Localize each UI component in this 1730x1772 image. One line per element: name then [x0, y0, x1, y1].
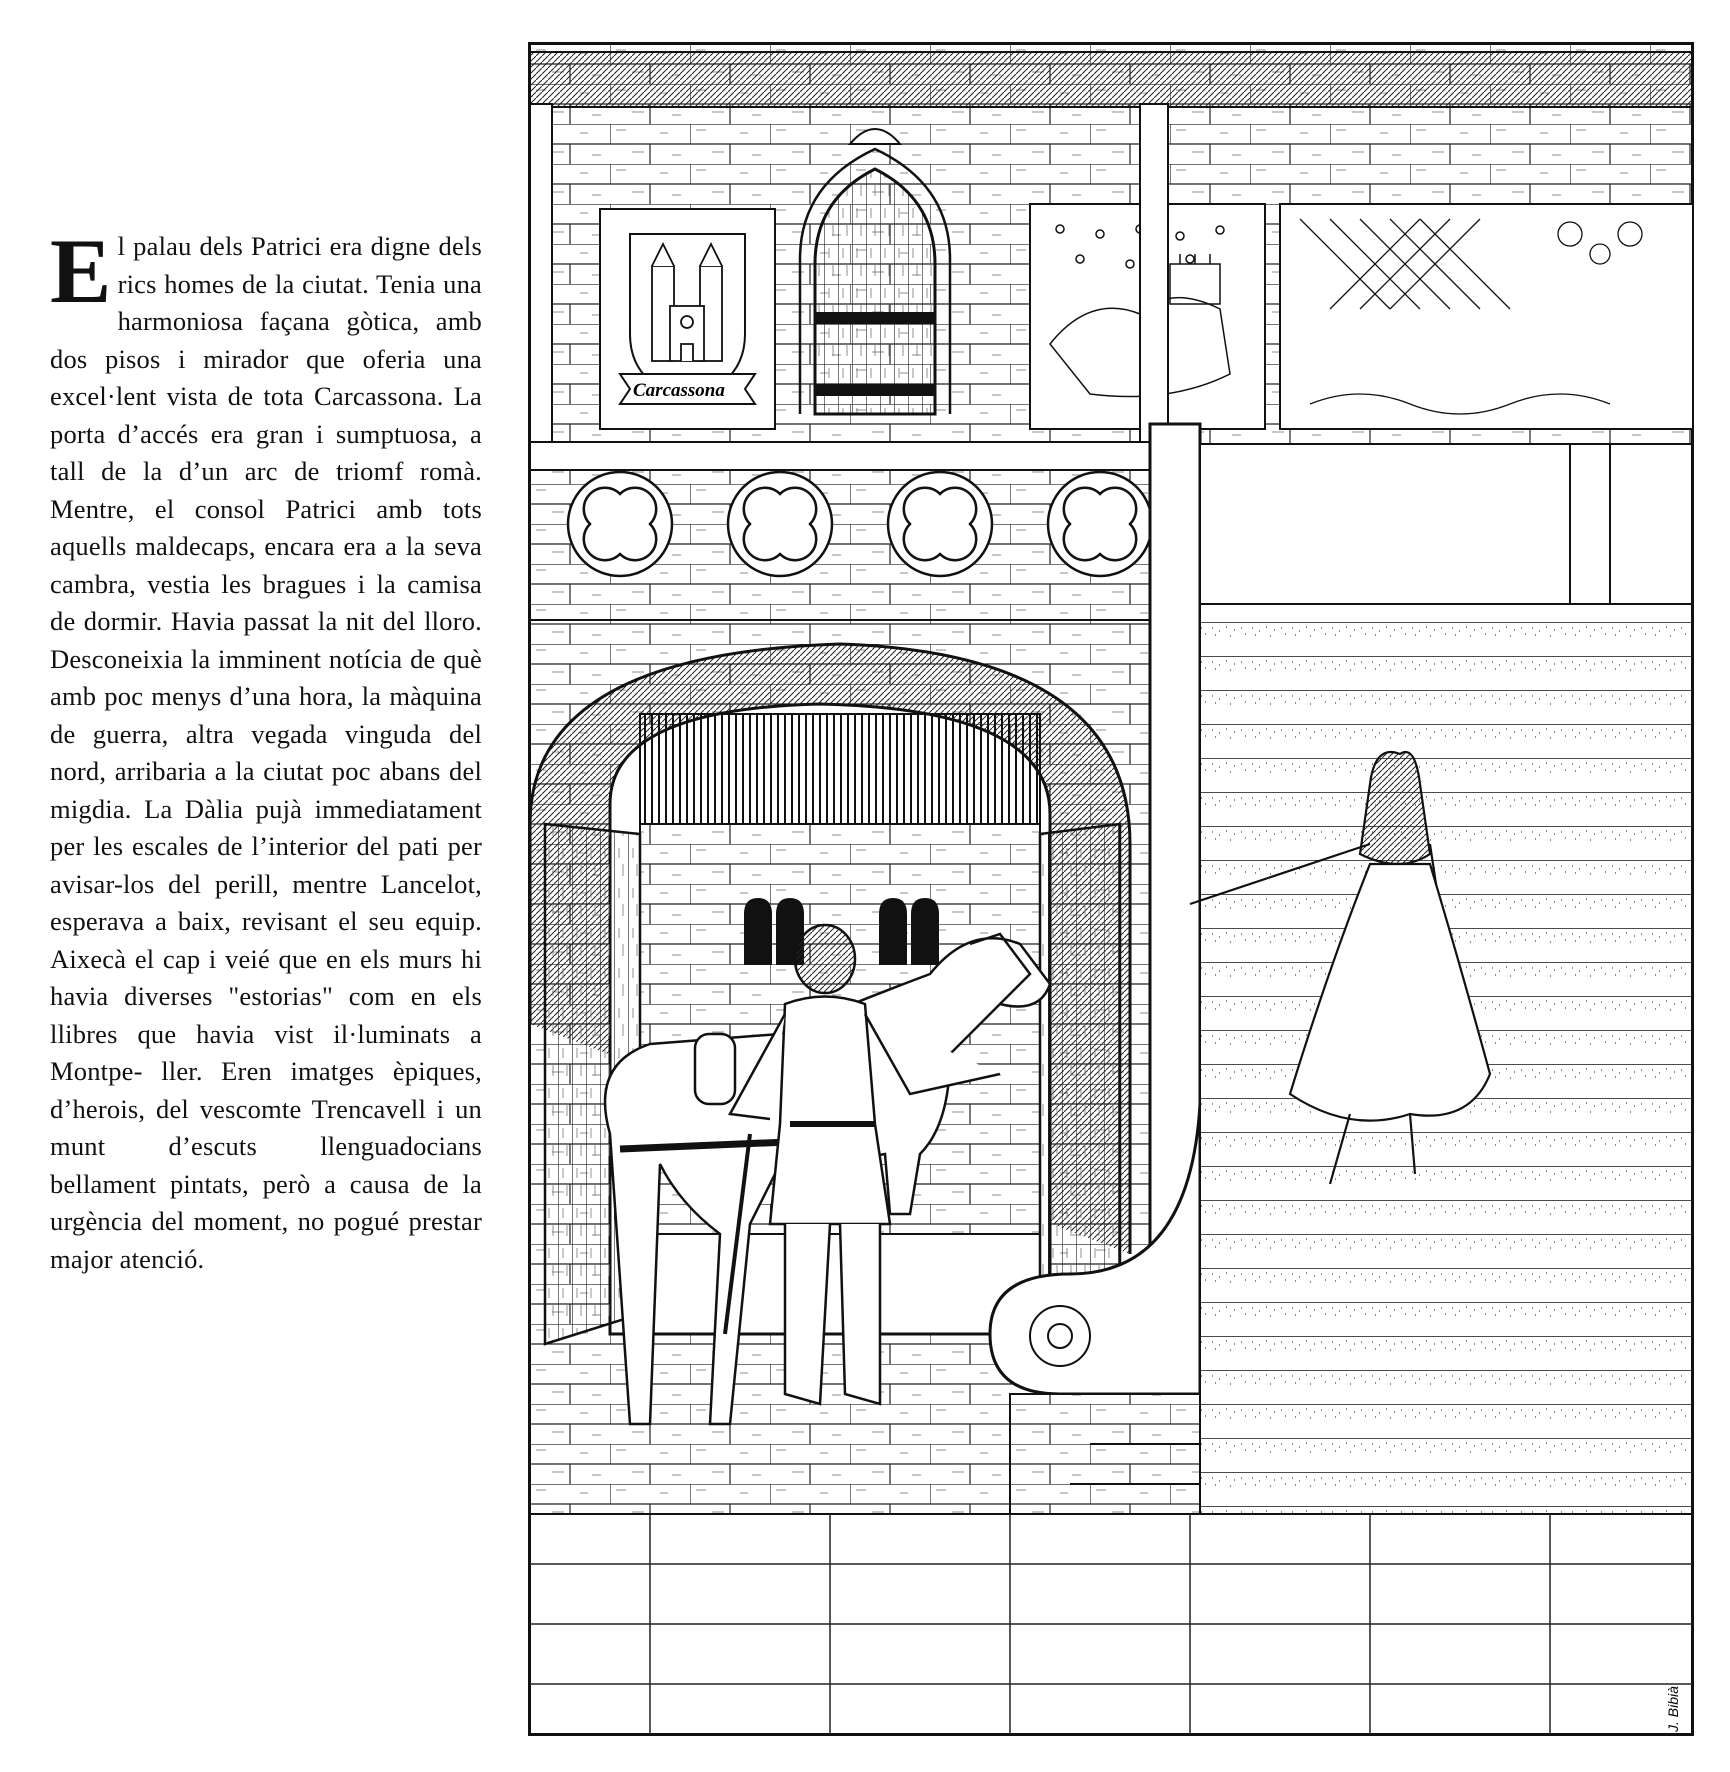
upper-column — [1140, 104, 1168, 444]
text-line: arc de triomf romà. Mentre, el — [50, 456, 482, 524]
artist-signature: J. Bibià — [1665, 1686, 1681, 1732]
text-line: del perill, mentre Lancelot, — [168, 868, 482, 899]
top-cornice — [530, 52, 1692, 107]
palace-courtyard-illustration — [528, 42, 1694, 1736]
text-line: equip. Aixecà el cap i veié que en — [50, 906, 482, 974]
text-line: una harmoniosa façana gòtica, — [117, 268, 482, 336]
text-line: ller. Eren imatges èpiques, — [161, 1056, 482, 1086]
carcassona-banner-text: Carcassona — [633, 380, 725, 401]
text-line: bellament pintats, però a causa de — [50, 1168, 449, 1199]
text-line: consol Patrici amb tots aquells — [50, 493, 482, 561]
text-line: els murs hi havia diverses — [50, 943, 483, 1011]
saddle-roll — [695, 1034, 735, 1104]
text-line: menys d’una hora, la màquina de — [50, 681, 482, 749]
text-line: l palau dels Patrici era digne — [117, 231, 431, 261]
text-line: oferia una excel·lent vista de tota — [50, 343, 482, 411]
drop-cap-letter: E — [50, 220, 112, 322]
text-line: l’interior del pati per avisar-los — [50, 831, 483, 899]
portcullis — [640, 714, 1040, 824]
text-line: nord, arribaria a la ciutat poc — [50, 756, 371, 786]
text-line: pogué prestar major atenció. — [50, 1206, 482, 1274]
text-line: amb dos pisos i mirador que — [50, 306, 482, 374]
balustrade-column — [1570, 444, 1610, 604]
text-line: la urgència del moment, no — [50, 1168, 482, 1236]
text-line: camisa de dormir. Havia passat la — [50, 568, 482, 636]
story-text — [50, 220, 483, 1278]
text-line: gran i sumptuosa, a tall de la d’un — [50, 418, 482, 486]
right-gate-door — [1040, 824, 1120, 1344]
text-line: d’herois, del vescomte Trencavell — [50, 1093, 427, 1124]
text-line: abans del migdia. La Dàlia pujà — [50, 756, 483, 824]
text-line: cambra, vestia les bragues i la — [50, 568, 396, 599]
pillar-base — [1010, 1394, 1200, 1514]
text-line: esperava a baix, revisant el seu — [50, 906, 405, 936]
text-line: i un munt d’escuts llenguadocians — [50, 1093, 482, 1161]
text-line: guerra, altra vegada vinguda del — [92, 718, 483, 749]
story-paragraph — [50, 220, 483, 1278]
text-line: dels rics homes de la ciutat. Tenia — [117, 231, 482, 299]
text-line: "estorias" com en els llibres que — [50, 981, 482, 1049]
text-line: havia vist il·luminats a Montpe- — [50, 1018, 483, 1086]
upper-landing — [1200, 444, 1692, 604]
text-line: imminent notícia de què amb poc — [50, 643, 483, 711]
left-column — [530, 104, 552, 444]
text-line: immediatament per les escales de — [50, 793, 483, 861]
text-line: Carcassona. La porta d’accés era — [50, 381, 482, 449]
upper-gothic-door — [815, 169, 935, 414]
text-line: maldecaps, encara era a la seva — [135, 531, 483, 561]
ledge — [530, 442, 1150, 470]
text-line: nit del lloro. Desconeixia la — [50, 606, 482, 674]
